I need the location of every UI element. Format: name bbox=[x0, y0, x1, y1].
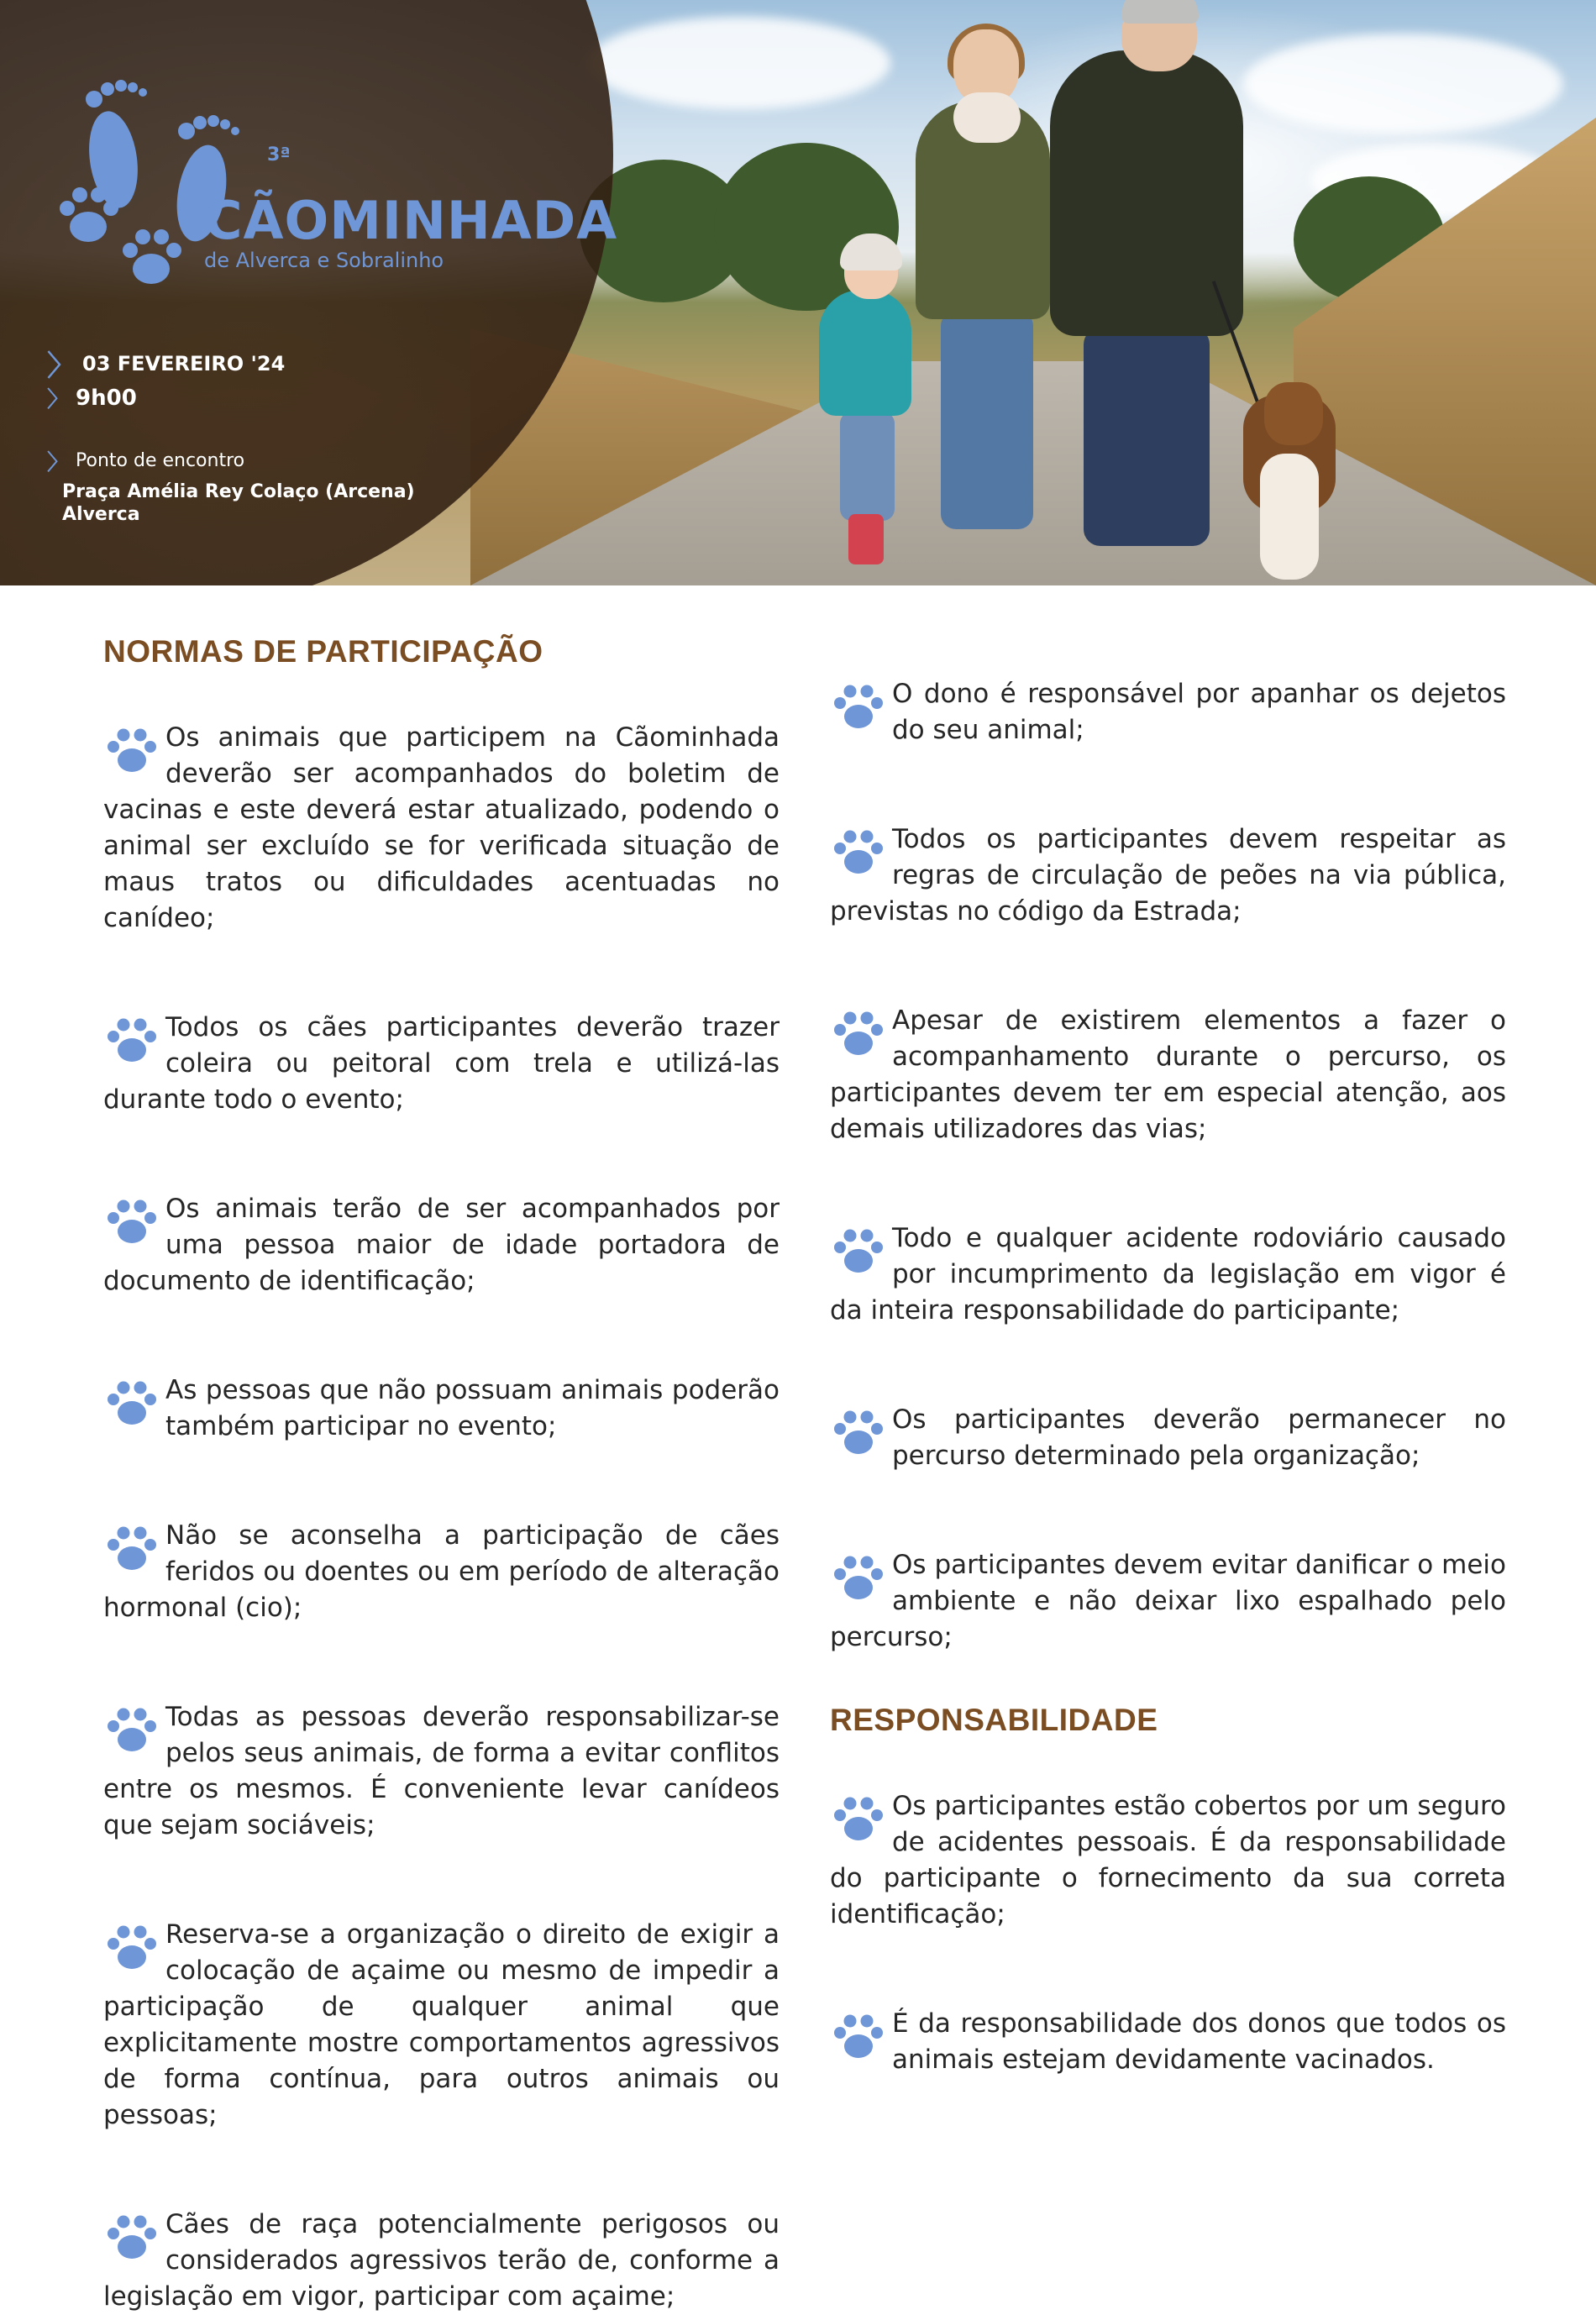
event-time bbox=[47, 382, 137, 413]
photo-dog bbox=[1264, 382, 1323, 445]
rule-text: Reserva-se a organização o direito de exigir a colocação de açaime ou mesmo de impedir a participação de qualquer animal que explicitamente mostre comportamentos agressivos de forma contínua, para outros animais ou pessoas; bbox=[103, 1919, 780, 2130]
rule-item bbox=[103, 2207, 780, 2315]
photo-person bbox=[1121, 0, 1199, 24]
meeting-point-label-text: Ponto de encontro bbox=[76, 450, 245, 471]
paw-icon bbox=[103, 2208, 160, 2265]
rule-item bbox=[830, 1220, 1506, 1329]
paw-icon bbox=[103, 1374, 160, 1431]
meeting-point-label bbox=[47, 445, 244, 476]
rule-text: Todas as pessoas deverão responsabilizar-se pelos seus animais, de forma a evitar conflitos entre os mesmos. É conveniente levar canídeos que sejam sociáveis; bbox=[103, 1702, 780, 1840]
rule-text: As pessoas que não possuam animais poderão também participar no evento; bbox=[165, 1375, 780, 1441]
rules-column-left bbox=[103, 634, 780, 2315]
photo-person bbox=[848, 514, 884, 564]
rules-list bbox=[830, 676, 1506, 1656]
rule-text: Todo e qualquer acidente rodoviário causado por incumprimento da legislação em vigor é da inteira responsabilidade do participante; bbox=[830, 1223, 1506, 1325]
footprints-icon bbox=[34, 67, 252, 311]
meeting-place: Praça Amélia Rey Colaço (Arcena) bbox=[62, 481, 415, 502]
logo-subtitle: de Alverca e Sobralinho bbox=[204, 249, 444, 272]
paw-icon bbox=[830, 1005, 887, 1062]
paw-icon bbox=[830, 1549, 887, 1606]
photo-person bbox=[1084, 328, 1210, 546]
cloud bbox=[588, 17, 890, 109]
paw-icon bbox=[830, 678, 887, 735]
rule-text: Os animais que participem na Cãominhada deverão ser acompanhados do boletim de vacinas e este deverá estar atualizado, podendo o animal ser excluído se for verificada situação de maus tratos ou dificuldades acentuadas no canídeo; bbox=[103, 722, 780, 933]
photo-person bbox=[1050, 50, 1243, 336]
paw-icon bbox=[103, 1701, 160, 1758]
photo-person bbox=[941, 311, 1033, 529]
rule-item bbox=[830, 1788, 1506, 1933]
rule-item bbox=[103, 1917, 780, 2134]
rule-item bbox=[830, 2006, 1506, 2078]
rules-list bbox=[103, 720, 780, 2315]
chevron-right-icon: 〉 bbox=[47, 349, 76, 383]
logo-title: CÃOMINHADA bbox=[204, 190, 618, 251]
rule-item bbox=[830, 1402, 1506, 1474]
rules-list bbox=[830, 1788, 1506, 2078]
paw-icon bbox=[103, 1193, 160, 1250]
paw-icon bbox=[103, 1011, 160, 1068]
paw-icon bbox=[830, 1222, 887, 1279]
rule-text: Os participantes estão cobertos por um seguro de acidentes pessoais. É da responsabilidade do participante o fornecimento da sua correta identificação; bbox=[830, 1791, 1506, 1929]
cloud bbox=[1243, 34, 1562, 134]
rule-item bbox=[103, 1699, 780, 1844]
rule-item bbox=[103, 1191, 780, 1299]
photo-dog bbox=[1260, 454, 1319, 580]
rule-item bbox=[103, 720, 780, 937]
photo-person bbox=[953, 92, 1021, 143]
paw-icon bbox=[103, 722, 160, 779]
paw-icon bbox=[103, 1919, 160, 1976]
rules-column-right bbox=[830, 676, 1506, 2078]
rule-item bbox=[830, 1003, 1506, 1147]
rule-text: Cães de raça potencialmente perigosos ou considerados agressivos terão de, conforme a legislação em vigor, participar com açaime; bbox=[103, 2209, 780, 2312]
section-title-responsabilidade: RESPONSABILIDADE bbox=[830, 1703, 1158, 1737]
paw-icon bbox=[830, 2008, 887, 2065]
photo-person bbox=[840, 412, 895, 521]
event-date bbox=[47, 343, 285, 384]
logo-edition: 3ª bbox=[267, 144, 291, 165]
rule-text: O dono é responsável por apanhar os dejetos do seu animal; bbox=[892, 679, 1506, 745]
hero-banner bbox=[0, 0, 1596, 585]
chevron-right-icon: 〉 bbox=[47, 387, 70, 412]
rule-item bbox=[830, 676, 1506, 748]
rule-item bbox=[103, 1518, 780, 1626]
rule-item bbox=[830, 1547, 1506, 1656]
rule-text: Todos os participantes devem respeitar as regras de circulação de peões na via pública, previstas no código da Estrada; bbox=[830, 824, 1506, 927]
rule-item bbox=[103, 1373, 780, 1445]
rule-text: Os animais terão de ser acompanhados por uma pessoa maior de idade portadora de documento de identificação; bbox=[103, 1194, 780, 1296]
rule-text: Não se aconselha a participação de cães feridos ou doentes ou em período de alteração hormonal (cio); bbox=[103, 1520, 780, 1623]
rule-text: É da responsabilidade dos donos que todos os animais estejam devidamente vacinados. bbox=[892, 2008, 1506, 2075]
rule-text: Apesar de existirem elementos a fazer o acompanhamento durante o percurso, os participantes devem ter em especial atenção, aos demais utilizadores das vias; bbox=[830, 1005, 1506, 1144]
rule-text: Os participantes deverão permanecer no percurso determinado pela organização; bbox=[892, 1404, 1506, 1471]
event-date-text: 03 FEVEREIRO '24 bbox=[82, 351, 286, 375]
rule-item bbox=[830, 822, 1506, 930]
paw-icon bbox=[830, 823, 887, 880]
paw-icon bbox=[830, 1404, 887, 1461]
paw-icon bbox=[830, 1790, 887, 1847]
section-title-normas: NORMAS DE PARTICIPAÇÃO bbox=[103, 634, 543, 669]
chevron-right-icon: 〉 bbox=[47, 450, 70, 475]
rule-text: Todos os cães participantes deverão trazer coleira ou peitoral com trela e utilizá-las durante todo o evento; bbox=[103, 1012, 780, 1115]
paw-icon bbox=[103, 1520, 160, 1577]
rule-text: Os participantes devem evitar danificar o meio ambiente e não deixar lixo espalhado pelo percurso; bbox=[830, 1550, 1506, 1652]
event-time-text: 9h00 bbox=[76, 385, 137, 411]
rule-item bbox=[103, 1010, 780, 1118]
meeting-city: Alverca bbox=[62, 504, 140, 525]
photo-person bbox=[819, 290, 911, 416]
